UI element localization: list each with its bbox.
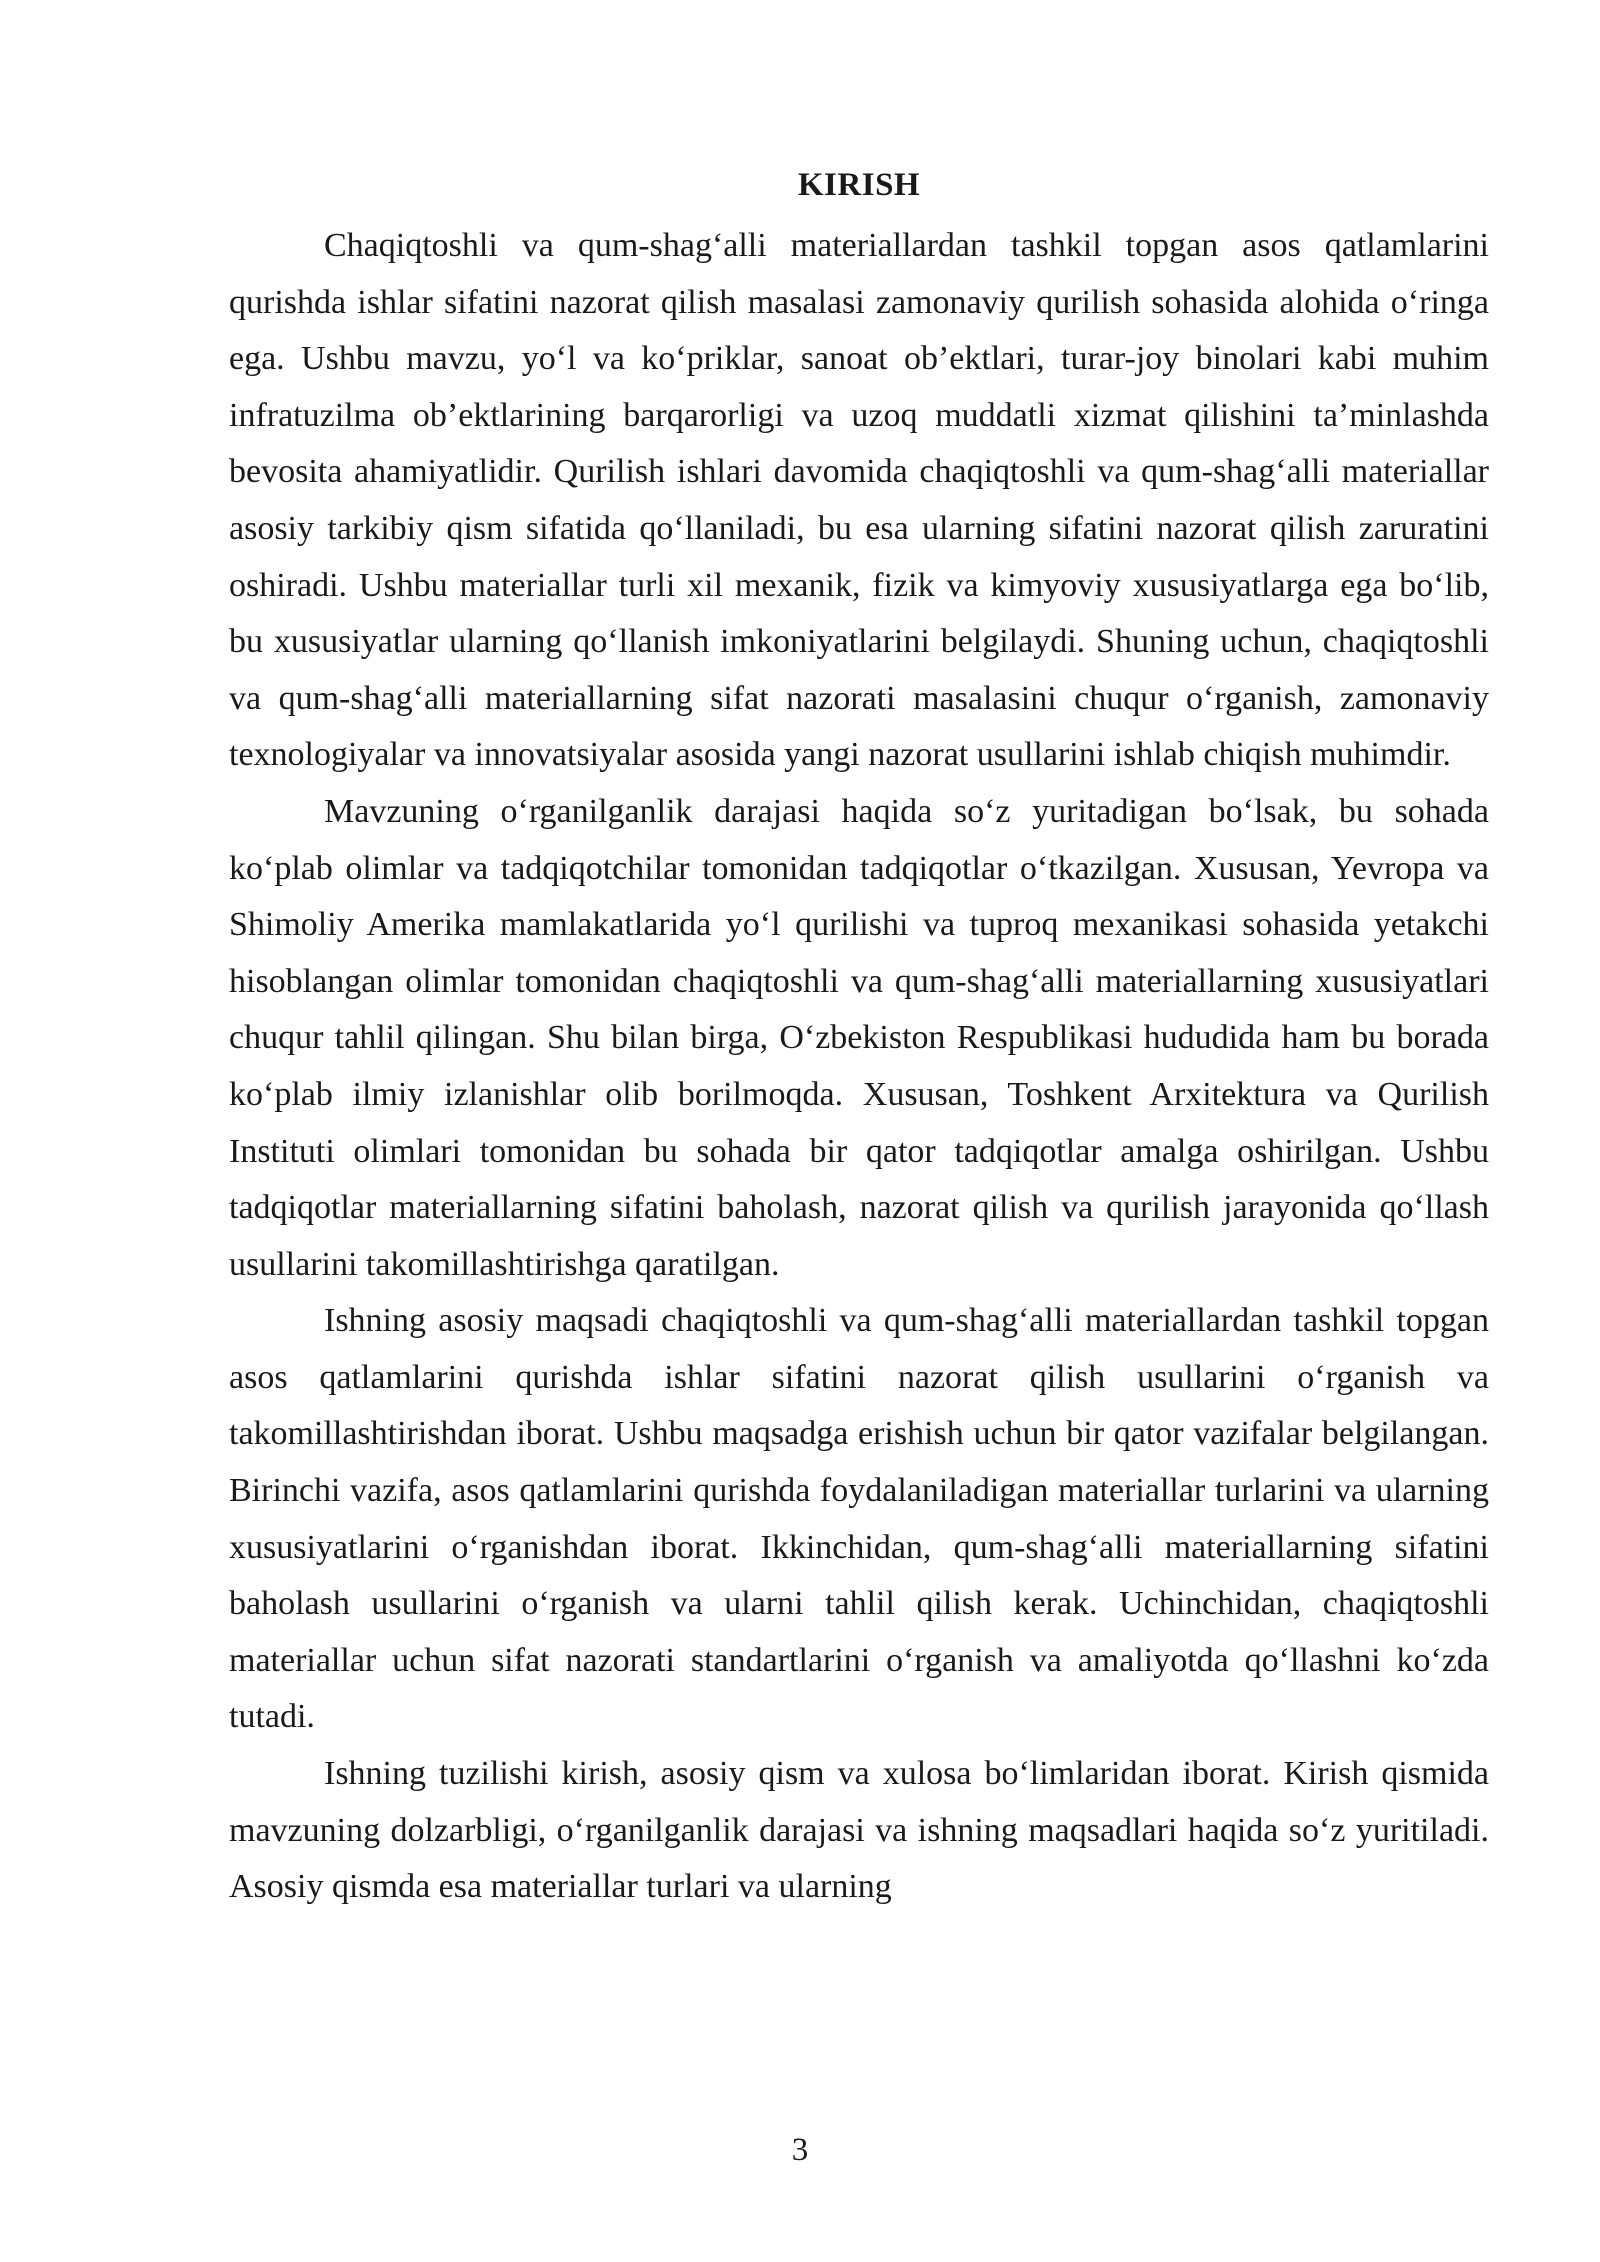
page-number: 3	[791, 2132, 809, 2168]
paragraph-goal: Ishning asosiy maqsadi chaqiqtoshli va qum-shag‘alli materiallardan tashkil topgan asos qatlamlarini qurishda ishlar sifatini nazorat qilish usullarini o‘rganish va takomillashtirishdan iborat. Ushbu maqsadga erishish uchun bir qator vazifalar belgilangan. Birinchi vazifa, asos qatlamlarini qurishda foydalaniladigan materiallar turlarini va ularning xususiyatlarini o‘rganishdan iborat. Ikkinchidan, qum-shag‘alli materiallarning sifatini baholash usullarini o‘rganish va ularni tahlil qilish kerak. Uchinchidan, chaqiqtoshli materiallar uchun sifat nazorati standartlarini o‘rganish va amaliyotda qo‘llashni ko‘zda tutadi.	[229, 1302, 1489, 1736]
page-content	[229, 160, 1489, 1916]
paragraph-intro: Chaqiqtoshli va qum-shag‘alli materiallardan tashkil topgan asos qatlamlarini qurishda ishlar sifatini nazorat qilish masalasi zamonaviy qurilish sohasida alohida o‘ringa ega. Ushbu mavzu, yo‘l va ko‘priklar, sanoat ob’ektlari, turar-joy binolari kabi muhim infratuzilma ob’ektlarining barqarorligi va uzoq muddatli xizmat qilishini ta’minlashda bevosita ahamiyatlidir. Qurilish ishlari davomida chaqiqtoshli va qum-shag‘alli materiallar asosiy tarkibiy qism sifatida qo‘llaniladi, bu esa ularning sifatini nazorat qilish zaruratini oshiradi. Ushbu materiallar turli xil mexanik, fizik va kimyoviy xususiyatlarga ega bo‘lib, bu xususiyatlar ularning qo‘llanish imkoniyatlarini belgilaydi. Shuning uchun, chaqiqtoshli va qum-shag‘alli materiallarning sifat nazorati masalasini chuqur o‘rganish, zamonaviy texnologiyalar va innovatsiyalar asosida yangi nazorat usullarini ishlab chiqish muhimdir.	[229, 227, 1489, 774]
paragraph-research-level: Mavzuning o‘rganilganlik darajasi haqida so‘z yuritadigan bo‘lsak, bu sohada ko‘plab olimlar va tadqiqotchilar tomonidan tadqiqotlar o‘tkazilgan. Xususan, Yevropa va Shimoliy Amerika mamlakatlarida yo‘l qurilishi va tuproq mexanikasi sohasida yetakchi hisoblangan olimlar tomonidan chaqiqtoshli va qum-shag‘alli materiallarning xususiyatlari chuqur tahlil qilingan. Shu bilan birga, O‘zbekiston Respublikasi hududida ham bu borada ko‘plab ilmiy izlanishlar olib borilmoqda. Xususan, Toshkent Arxitektura va Qurilish Instituti olimlari tomonidan bu sohada bir qator tadqiqotlar amalga oshirilgan. Ushbu tadqiqotlar materiallarning sifatini baholash, nazorat qilish va qurilish jarayonida qo‘llash usullarini takomillashtirishga qaratilgan.	[229, 792, 1489, 1283]
section-heading: KIRISH	[797, 167, 921, 203]
paragraph-structure: Ishning tuzilishi kirish, asosiy qism va xulosa bo‘limlaridan iborat. Kirish qismida mavzuning dolzarbligi, o‘rganilganlik darajasi va ishning maqsadlari haqida so‘z yuritiladi. Asosiy qismda esa materiallar turlari va ularning	[229, 1755, 1489, 1906]
